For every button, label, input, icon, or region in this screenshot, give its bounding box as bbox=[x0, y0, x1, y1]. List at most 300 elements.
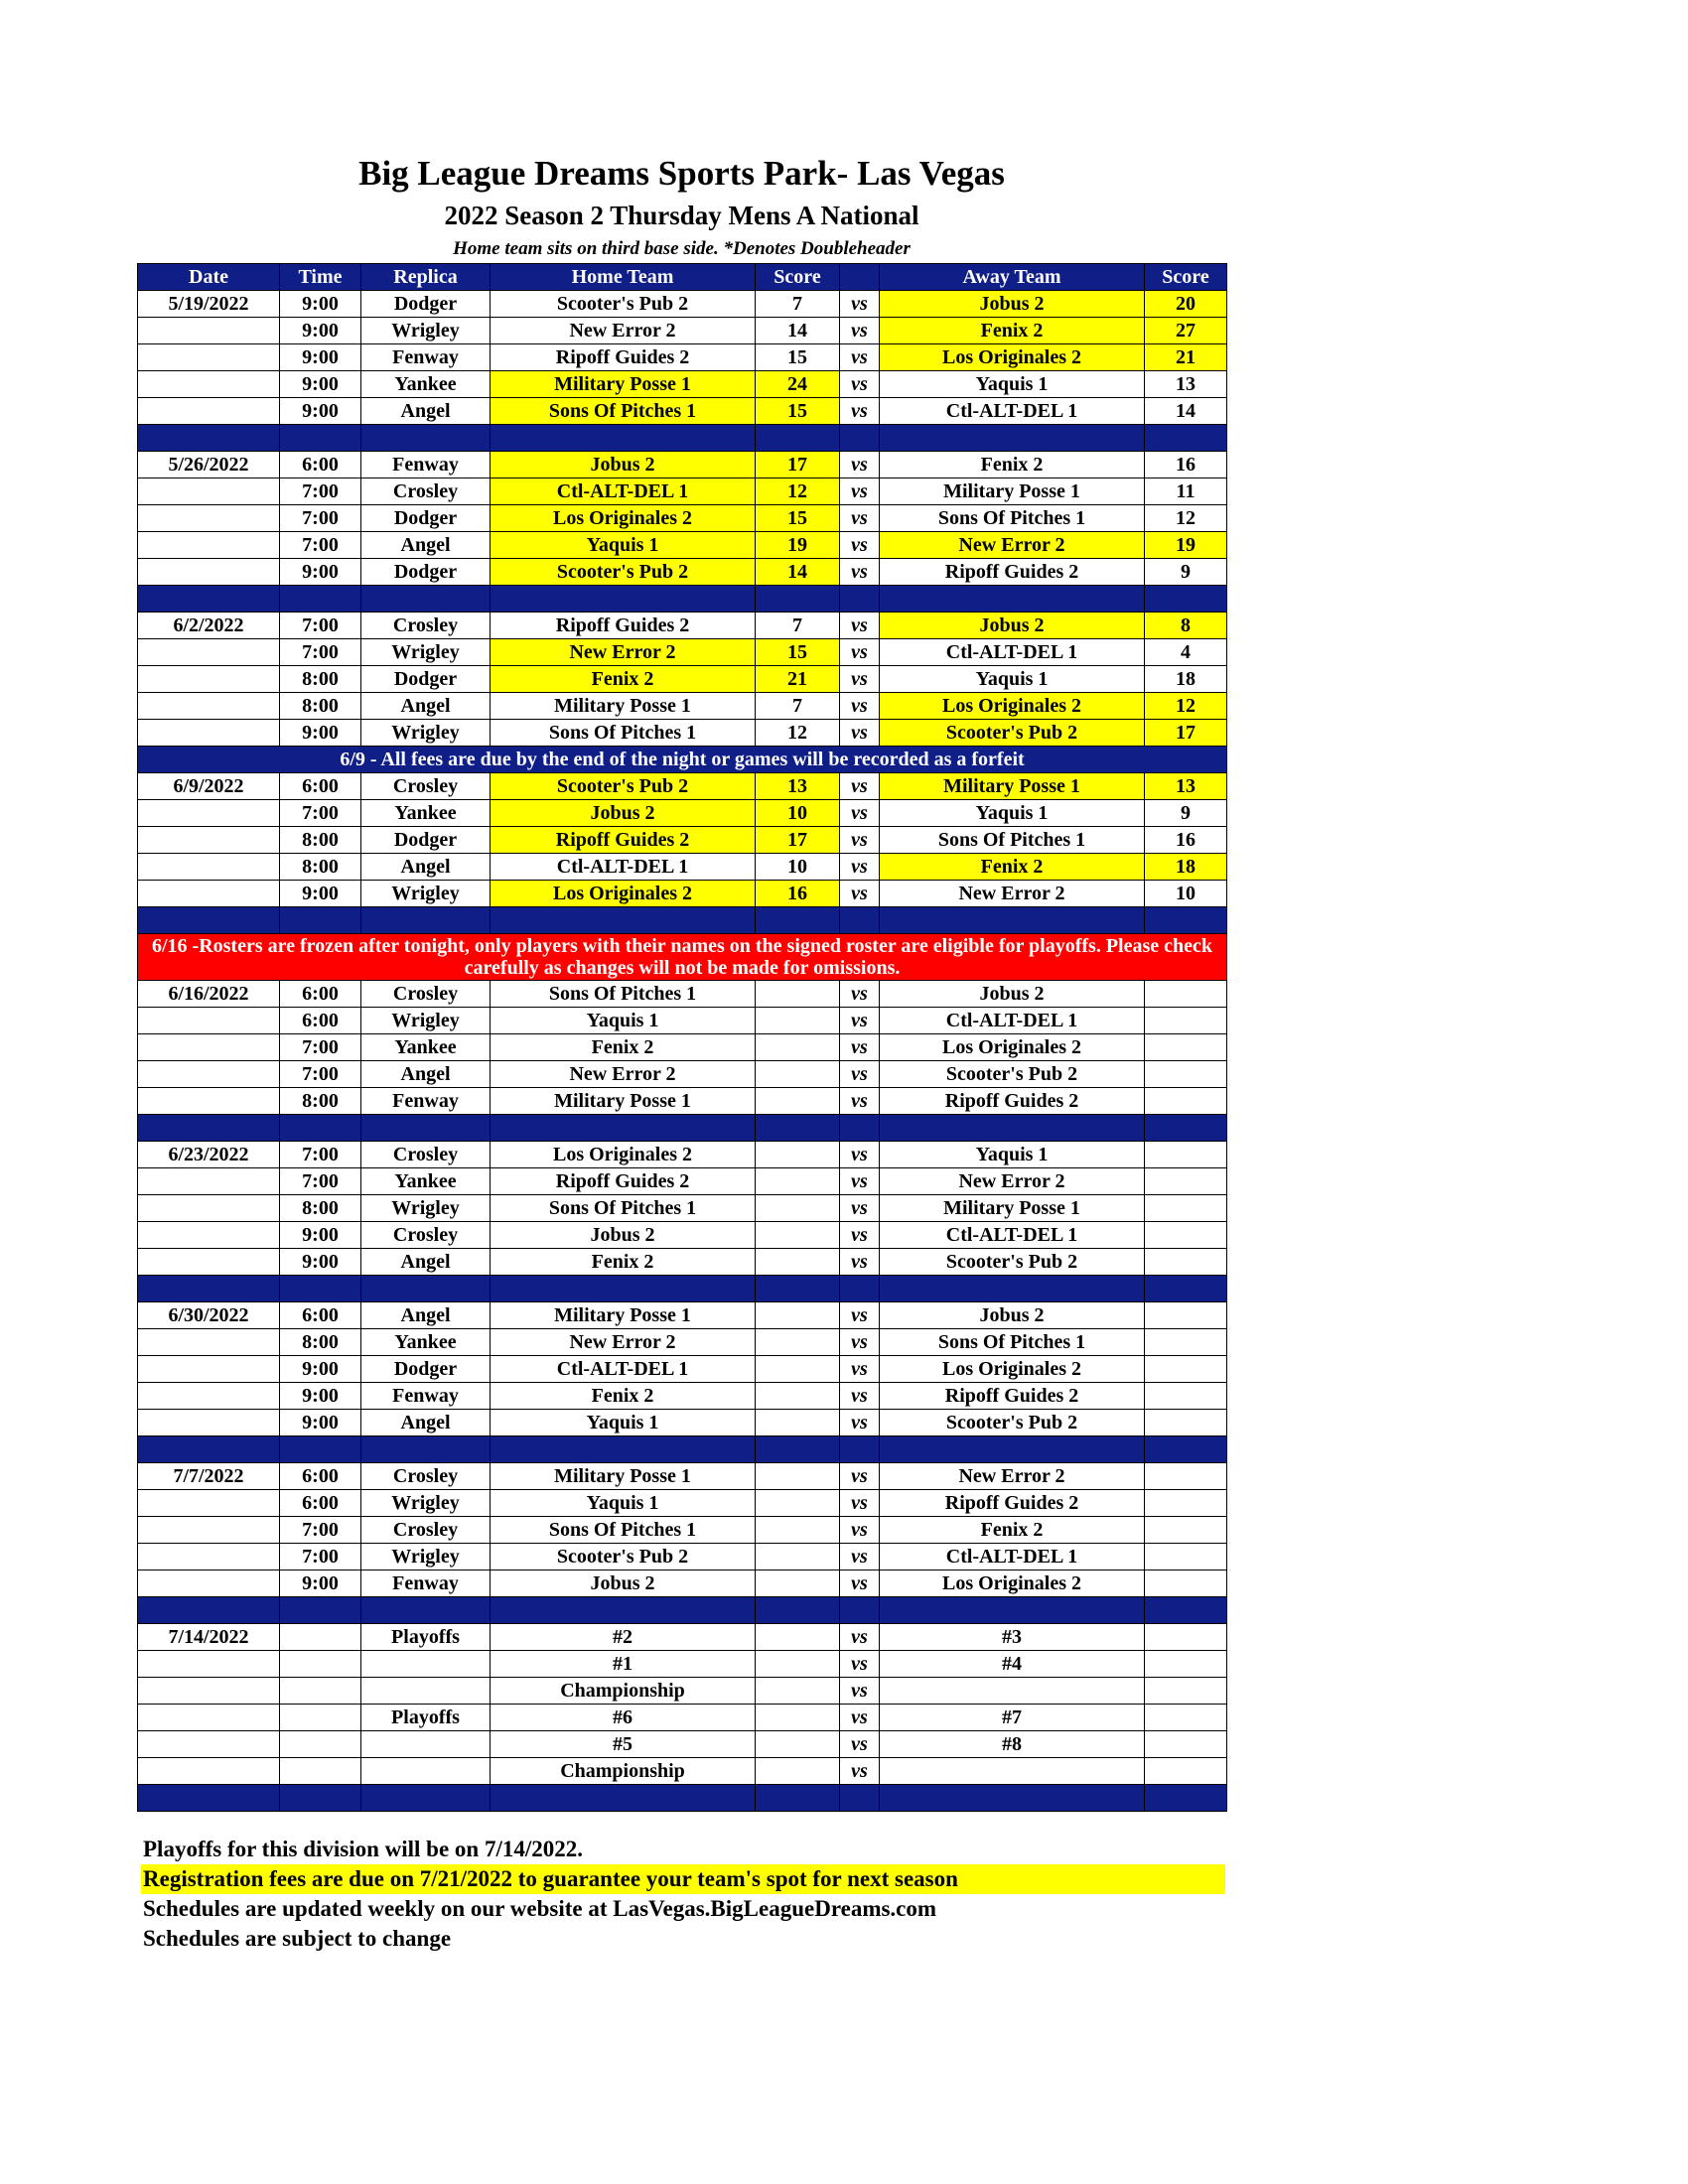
separator-cell bbox=[361, 1115, 491, 1142]
away-score: 13 bbox=[1145, 773, 1227, 800]
away-team: Jobus 2 bbox=[880, 981, 1145, 1008]
away-team: Fenix 2 bbox=[880, 318, 1145, 344]
home-score: 16 bbox=[756, 881, 840, 907]
separator-cell bbox=[491, 907, 756, 934]
away-score bbox=[1145, 1383, 1227, 1410]
game-date bbox=[138, 1705, 280, 1731]
away-score: 16 bbox=[1145, 452, 1227, 478]
away-team: Scooter's Pub 2 bbox=[880, 1061, 1145, 1088]
footer-line: Registration fees are due on 7/21/2022 to guarantee your team's spot for next season bbox=[141, 1864, 1225, 1894]
home-team: New Error 2 bbox=[491, 639, 756, 666]
home-team: #5 bbox=[491, 1731, 756, 1758]
separator-cell bbox=[840, 586, 880, 613]
separator-cell bbox=[880, 1276, 1145, 1302]
vs-label: vs bbox=[840, 1383, 880, 1410]
home-team: New Error 2 bbox=[491, 1329, 756, 1356]
away-team: New Error 2 bbox=[880, 1168, 1145, 1195]
away-team: Scooter's Pub 2 bbox=[880, 1410, 1145, 1436]
home-team: Military Posse 1 bbox=[491, 1463, 756, 1490]
vs-label: vs bbox=[840, 1731, 880, 1758]
game-time: 7:00 bbox=[280, 505, 361, 532]
page-subtitle: 2022 Season 2 Thursday Mens A National bbox=[444, 201, 919, 230]
game-date bbox=[138, 1222, 280, 1249]
home-score: 12 bbox=[756, 720, 840, 747]
game-date bbox=[138, 1383, 280, 1410]
schedule-sheet bbox=[137, 0, 1226, 1812]
game-field: Playoffs bbox=[361, 1705, 491, 1731]
away-score bbox=[1145, 1410, 1227, 1436]
game-row bbox=[138, 1410, 1227, 1436]
separator-cell bbox=[280, 1115, 361, 1142]
footer-line: Playoffs for this division will be on 7/14/2022. bbox=[143, 1837, 584, 1861]
away-team: #7 bbox=[880, 1705, 1145, 1731]
separator-cell bbox=[280, 1436, 361, 1463]
game-field: Crosley bbox=[361, 478, 491, 505]
separator-cell bbox=[280, 907, 361, 934]
separator-cell bbox=[756, 1597, 840, 1624]
game-field: Dodger bbox=[361, 505, 491, 532]
vs-label: vs bbox=[840, 344, 880, 371]
away-team: #4 bbox=[880, 1651, 1145, 1678]
home-score: 7 bbox=[756, 291, 840, 318]
separator-cell bbox=[491, 1115, 756, 1142]
game-row bbox=[138, 1302, 1227, 1329]
game-date: 6/30/2022 bbox=[138, 1302, 280, 1329]
vs-label: vs bbox=[840, 1356, 880, 1383]
home-team: New Error 2 bbox=[491, 318, 756, 344]
game-row bbox=[138, 1463, 1227, 1490]
roster-alert-row bbox=[138, 934, 1227, 981]
game-field: Wrigley bbox=[361, 318, 491, 344]
game-time: 7:00 bbox=[280, 1544, 361, 1570]
separator-cell bbox=[138, 425, 280, 452]
away-score bbox=[1145, 1570, 1227, 1597]
home-team: Ripoff Guides 2 bbox=[491, 344, 756, 371]
vs-label: vs bbox=[840, 1544, 880, 1570]
game-field: Dodger bbox=[361, 666, 491, 693]
week-separator bbox=[138, 425, 1227, 452]
game-row bbox=[138, 1195, 1227, 1222]
away-team: New Error 2 bbox=[880, 532, 1145, 559]
separator-cell bbox=[880, 1115, 1145, 1142]
home-team: Military Posse 1 bbox=[491, 1302, 756, 1329]
away-team: Los Originales 2 bbox=[880, 344, 1145, 371]
separator-cell bbox=[840, 1276, 880, 1302]
away-team: Fenix 2 bbox=[880, 1517, 1145, 1544]
away-score bbox=[1145, 1302, 1227, 1329]
game-field: Playoffs bbox=[361, 1624, 491, 1651]
vs-label: vs bbox=[840, 1222, 880, 1249]
game-date bbox=[138, 371, 280, 398]
away-score: 12 bbox=[1145, 693, 1227, 720]
home-team: Scooter's Pub 2 bbox=[491, 1544, 756, 1570]
away-team bbox=[880, 1758, 1145, 1785]
separator-cell bbox=[1145, 425, 1227, 452]
away-team bbox=[880, 1678, 1145, 1705]
away-score bbox=[1145, 1088, 1227, 1115]
home-score: 24 bbox=[756, 371, 840, 398]
game-time: 7:00 bbox=[280, 478, 361, 505]
separator-cell bbox=[756, 425, 840, 452]
game-field: Wrigley bbox=[361, 1008, 491, 1034]
game-field bbox=[361, 1758, 491, 1785]
away-score bbox=[1145, 981, 1227, 1008]
separator-cell bbox=[491, 1785, 756, 1812]
away-score: 12 bbox=[1145, 505, 1227, 532]
vs-label: vs bbox=[840, 1034, 880, 1061]
game-time: 9:00 bbox=[280, 1222, 361, 1249]
vs-label: vs bbox=[840, 505, 880, 532]
away-team: Sons Of Pitches 1 bbox=[880, 1329, 1145, 1356]
game-row bbox=[138, 1651, 1227, 1678]
game-row bbox=[138, 800, 1227, 827]
away-team: Jobus 2 bbox=[880, 1302, 1145, 1329]
game-row bbox=[138, 344, 1227, 371]
home-score bbox=[756, 1034, 840, 1061]
away-team: Ctl-ALT-DEL 1 bbox=[880, 398, 1145, 425]
separator-cell bbox=[138, 1436, 280, 1463]
game-row bbox=[138, 613, 1227, 639]
home-score bbox=[756, 1410, 840, 1436]
game-date: 6/2/2022 bbox=[138, 613, 280, 639]
vs-label: vs bbox=[840, 1195, 880, 1222]
away-team: Military Posse 1 bbox=[880, 773, 1145, 800]
vs-label: vs bbox=[840, 827, 880, 854]
game-row bbox=[138, 693, 1227, 720]
game-time: 6:00 bbox=[280, 981, 361, 1008]
game-time bbox=[280, 1678, 361, 1705]
game-date: 7/7/2022 bbox=[138, 1463, 280, 1490]
game-field: Crosley bbox=[361, 1463, 491, 1490]
home-score bbox=[756, 1195, 840, 1222]
home-score bbox=[756, 1758, 840, 1785]
week-separator bbox=[138, 586, 1227, 613]
away-team: Sons Of Pitches 1 bbox=[880, 505, 1145, 532]
vs-label: vs bbox=[840, 371, 880, 398]
game-row bbox=[138, 827, 1227, 854]
game-time bbox=[280, 1731, 361, 1758]
away-team: Ctl-ALT-DEL 1 bbox=[880, 1544, 1145, 1570]
vs-label: vs bbox=[840, 1678, 880, 1705]
vs-label: vs bbox=[840, 1088, 880, 1115]
game-time bbox=[280, 1624, 361, 1651]
home-team: Championship bbox=[491, 1758, 756, 1785]
vs-label: vs bbox=[840, 1061, 880, 1088]
away-team: Military Posse 1 bbox=[880, 478, 1145, 505]
week-separator bbox=[138, 1276, 1227, 1302]
away-score: 21 bbox=[1145, 344, 1227, 371]
away-team: Scooter's Pub 2 bbox=[880, 1249, 1145, 1276]
vs-label: vs bbox=[840, 559, 880, 586]
game-date bbox=[138, 800, 280, 827]
game-date bbox=[138, 318, 280, 344]
home-team: Military Posse 1 bbox=[491, 371, 756, 398]
separator-cell bbox=[880, 907, 1145, 934]
away-score bbox=[1145, 1249, 1227, 1276]
home-score: 19 bbox=[756, 532, 840, 559]
game-row bbox=[138, 1222, 1227, 1249]
away-score bbox=[1145, 1651, 1227, 1678]
game-row bbox=[138, 1678, 1227, 1705]
game-time: 8:00 bbox=[280, 693, 361, 720]
separator-cell bbox=[880, 586, 1145, 613]
game-field: Fenway bbox=[361, 452, 491, 478]
separator-cell bbox=[491, 1436, 756, 1463]
game-row bbox=[138, 720, 1227, 747]
separator-cell bbox=[1145, 1436, 1227, 1463]
game-date bbox=[138, 1249, 280, 1276]
home-team: Ripoff Guides 2 bbox=[491, 827, 756, 854]
away-team: Ripoff Guides 2 bbox=[880, 1383, 1145, 1410]
fee-notice-text: 6/9 - All fees are due by the end of the night or games will be recorded as a forfeit bbox=[138, 747, 1227, 773]
separator-cell bbox=[138, 1276, 280, 1302]
table-header-row bbox=[138, 264, 1227, 291]
away-score: 18 bbox=[1145, 666, 1227, 693]
game-row bbox=[138, 1624, 1227, 1651]
game-date bbox=[138, 1517, 280, 1544]
game-row bbox=[138, 291, 1227, 318]
vs-label: vs bbox=[840, 1008, 880, 1034]
game-row bbox=[138, 1705, 1227, 1731]
home-team: Military Posse 1 bbox=[491, 1088, 756, 1115]
game-time: 9:00 bbox=[280, 371, 361, 398]
game-field: Crosley bbox=[361, 613, 491, 639]
away-team: Fenix 2 bbox=[880, 452, 1145, 478]
game-time: 7:00 bbox=[280, 532, 361, 559]
game-time: 8:00 bbox=[280, 854, 361, 881]
away-score bbox=[1145, 1463, 1227, 1490]
away-team: Los Originales 2 bbox=[880, 1356, 1145, 1383]
col-header-date: Date bbox=[138, 264, 280, 291]
separator-cell bbox=[280, 425, 361, 452]
game-time: 7:00 bbox=[280, 1142, 361, 1168]
game-row bbox=[138, 478, 1227, 505]
away-score bbox=[1145, 1008, 1227, 1034]
vs-label: vs bbox=[840, 1142, 880, 1168]
game-time: 7:00 bbox=[280, 613, 361, 639]
home-score bbox=[756, 1731, 840, 1758]
game-field: Angel bbox=[361, 1302, 491, 1329]
vs-label: vs bbox=[840, 398, 880, 425]
home-team: Jobus 2 bbox=[491, 1570, 756, 1597]
game-field bbox=[361, 1651, 491, 1678]
home-score: 15 bbox=[756, 398, 840, 425]
game-field: Wrigley bbox=[361, 639, 491, 666]
separator-cell bbox=[361, 1785, 491, 1812]
vs-label: vs bbox=[840, 854, 880, 881]
home-score bbox=[756, 1249, 840, 1276]
vs-label: vs bbox=[840, 800, 880, 827]
away-team: Yaquis 1 bbox=[880, 1142, 1145, 1168]
home-team: Sons Of Pitches 1 bbox=[491, 1517, 756, 1544]
home-score bbox=[756, 1463, 840, 1490]
vs-label: vs bbox=[840, 1249, 880, 1276]
col-header-replica: Replica bbox=[361, 264, 491, 291]
game-time: 8:00 bbox=[280, 827, 361, 854]
away-score: 17 bbox=[1145, 720, 1227, 747]
home-team: Fenix 2 bbox=[491, 1034, 756, 1061]
schedule-body bbox=[138, 291, 1227, 1812]
away-score: 27 bbox=[1145, 318, 1227, 344]
home-team: Fenix 2 bbox=[491, 666, 756, 693]
home-score bbox=[756, 1168, 840, 1195]
away-team: Ctl-ALT-DEL 1 bbox=[880, 1008, 1145, 1034]
game-date bbox=[138, 639, 280, 666]
separator-cell bbox=[280, 1597, 361, 1624]
game-time: 8:00 bbox=[280, 666, 361, 693]
away-score bbox=[1145, 1168, 1227, 1195]
game-date: 5/26/2022 bbox=[138, 452, 280, 478]
game-date bbox=[138, 666, 280, 693]
game-row bbox=[138, 1088, 1227, 1115]
game-date bbox=[138, 827, 280, 854]
vs-label: vs bbox=[840, 1410, 880, 1436]
game-date bbox=[138, 1410, 280, 1436]
game-time: 7:00 bbox=[280, 1034, 361, 1061]
away-team: Los Originales 2 bbox=[880, 693, 1145, 720]
game-field: Dodger bbox=[361, 559, 491, 586]
home-team: New Error 2 bbox=[491, 1061, 756, 1088]
game-time bbox=[280, 1758, 361, 1785]
separator-cell bbox=[280, 1276, 361, 1302]
separator-cell bbox=[756, 586, 840, 613]
game-date bbox=[138, 1356, 280, 1383]
vs-label: vs bbox=[840, 1329, 880, 1356]
home-team: Sons Of Pitches 1 bbox=[491, 1195, 756, 1222]
separator-cell bbox=[491, 425, 756, 452]
game-row bbox=[138, 559, 1227, 586]
home-team: Ctl-ALT-DEL 1 bbox=[491, 854, 756, 881]
game-date: 6/23/2022 bbox=[138, 1142, 280, 1168]
game-time: 9:00 bbox=[280, 344, 361, 371]
home-team: Championship bbox=[491, 1678, 756, 1705]
away-score bbox=[1145, 1731, 1227, 1758]
home-score: 10 bbox=[756, 800, 840, 827]
separator-cell bbox=[361, 907, 491, 934]
separator-cell bbox=[840, 907, 880, 934]
away-team: New Error 2 bbox=[880, 881, 1145, 907]
game-row bbox=[138, 1544, 1227, 1570]
home-score bbox=[756, 1088, 840, 1115]
home-team: Yaquis 1 bbox=[491, 532, 756, 559]
away-score: 10 bbox=[1145, 881, 1227, 907]
home-score: 14 bbox=[756, 559, 840, 586]
game-row bbox=[138, 1061, 1227, 1088]
game-date bbox=[138, 693, 280, 720]
game-row bbox=[138, 1034, 1227, 1061]
vs-label: vs bbox=[840, 291, 880, 318]
game-date bbox=[138, 1008, 280, 1034]
game-time: 9:00 bbox=[280, 1356, 361, 1383]
away-score bbox=[1145, 1624, 1227, 1651]
away-team: #3 bbox=[880, 1624, 1145, 1651]
home-score bbox=[756, 1490, 840, 1517]
game-time: 8:00 bbox=[280, 1329, 361, 1356]
home-score bbox=[756, 1329, 840, 1356]
home-team: Sons Of Pitches 1 bbox=[491, 398, 756, 425]
game-field: Dodger bbox=[361, 291, 491, 318]
away-score bbox=[1145, 1490, 1227, 1517]
game-field bbox=[361, 1731, 491, 1758]
game-field: Fenway bbox=[361, 1088, 491, 1115]
home-score: 7 bbox=[756, 613, 840, 639]
game-field: Angel bbox=[361, 398, 491, 425]
separator-cell bbox=[880, 1785, 1145, 1812]
game-row bbox=[138, 854, 1227, 881]
game-row bbox=[138, 371, 1227, 398]
home-team: Sons Of Pitches 1 bbox=[491, 720, 756, 747]
game-field: Wrigley bbox=[361, 881, 491, 907]
game-field: Angel bbox=[361, 693, 491, 720]
home-team: Jobus 2 bbox=[491, 800, 756, 827]
home-team: Ctl-ALT-DEL 1 bbox=[491, 478, 756, 505]
away-score: 13 bbox=[1145, 371, 1227, 398]
vs-label: vs bbox=[840, 452, 880, 478]
away-team: Ripoff Guides 2 bbox=[880, 1490, 1145, 1517]
separator-cell bbox=[880, 1436, 1145, 1463]
game-field: Angel bbox=[361, 1249, 491, 1276]
game-date: 5/19/2022 bbox=[138, 291, 280, 318]
week-separator bbox=[138, 1597, 1227, 1624]
home-score: 13 bbox=[756, 773, 840, 800]
home-score bbox=[756, 1651, 840, 1678]
game-row bbox=[138, 1731, 1227, 1758]
home-score bbox=[756, 1544, 840, 1570]
home-team: Yaquis 1 bbox=[491, 1008, 756, 1034]
game-date bbox=[138, 1651, 280, 1678]
home-score bbox=[756, 1517, 840, 1544]
game-row bbox=[138, 1383, 1227, 1410]
away-team: Ripoff Guides 2 bbox=[880, 1088, 1145, 1115]
vs-label: vs bbox=[840, 532, 880, 559]
home-team: Scooter's Pub 2 bbox=[491, 559, 756, 586]
game-time: 7:00 bbox=[280, 800, 361, 827]
game-time: 9:00 bbox=[280, 1570, 361, 1597]
away-score: 4 bbox=[1145, 639, 1227, 666]
separator-cell bbox=[840, 1115, 880, 1142]
vs-label: vs bbox=[840, 1302, 880, 1329]
home-score bbox=[756, 981, 840, 1008]
game-time: 6:00 bbox=[280, 1302, 361, 1329]
away-score: 16 bbox=[1145, 827, 1227, 854]
away-team: Ripoff Guides 2 bbox=[880, 559, 1145, 586]
col-header-vs bbox=[840, 264, 880, 291]
game-field: Crosley bbox=[361, 773, 491, 800]
home-team: Scooter's Pub 2 bbox=[491, 291, 756, 318]
game-time: 7:00 bbox=[280, 639, 361, 666]
game-date bbox=[138, 1329, 280, 1356]
vs-label: vs bbox=[840, 1517, 880, 1544]
vs-label: vs bbox=[840, 613, 880, 639]
game-field: Angel bbox=[361, 854, 491, 881]
game-time: 6:00 bbox=[280, 1463, 361, 1490]
home-score: 14 bbox=[756, 318, 840, 344]
separator-cell bbox=[138, 586, 280, 613]
vs-label: vs bbox=[840, 1705, 880, 1731]
week-separator bbox=[138, 1436, 1227, 1463]
footer-notes bbox=[141, 1835, 1225, 1954]
away-score: 9 bbox=[1145, 559, 1227, 586]
separator-cell bbox=[491, 1597, 756, 1624]
separator-cell bbox=[138, 1597, 280, 1624]
game-row bbox=[138, 773, 1227, 800]
vs-label: vs bbox=[840, 881, 880, 907]
separator-cell bbox=[1145, 1597, 1227, 1624]
separator-cell bbox=[1145, 1115, 1227, 1142]
game-date bbox=[138, 1758, 280, 1785]
week-separator bbox=[138, 1115, 1227, 1142]
home-team: Fenix 2 bbox=[491, 1249, 756, 1276]
